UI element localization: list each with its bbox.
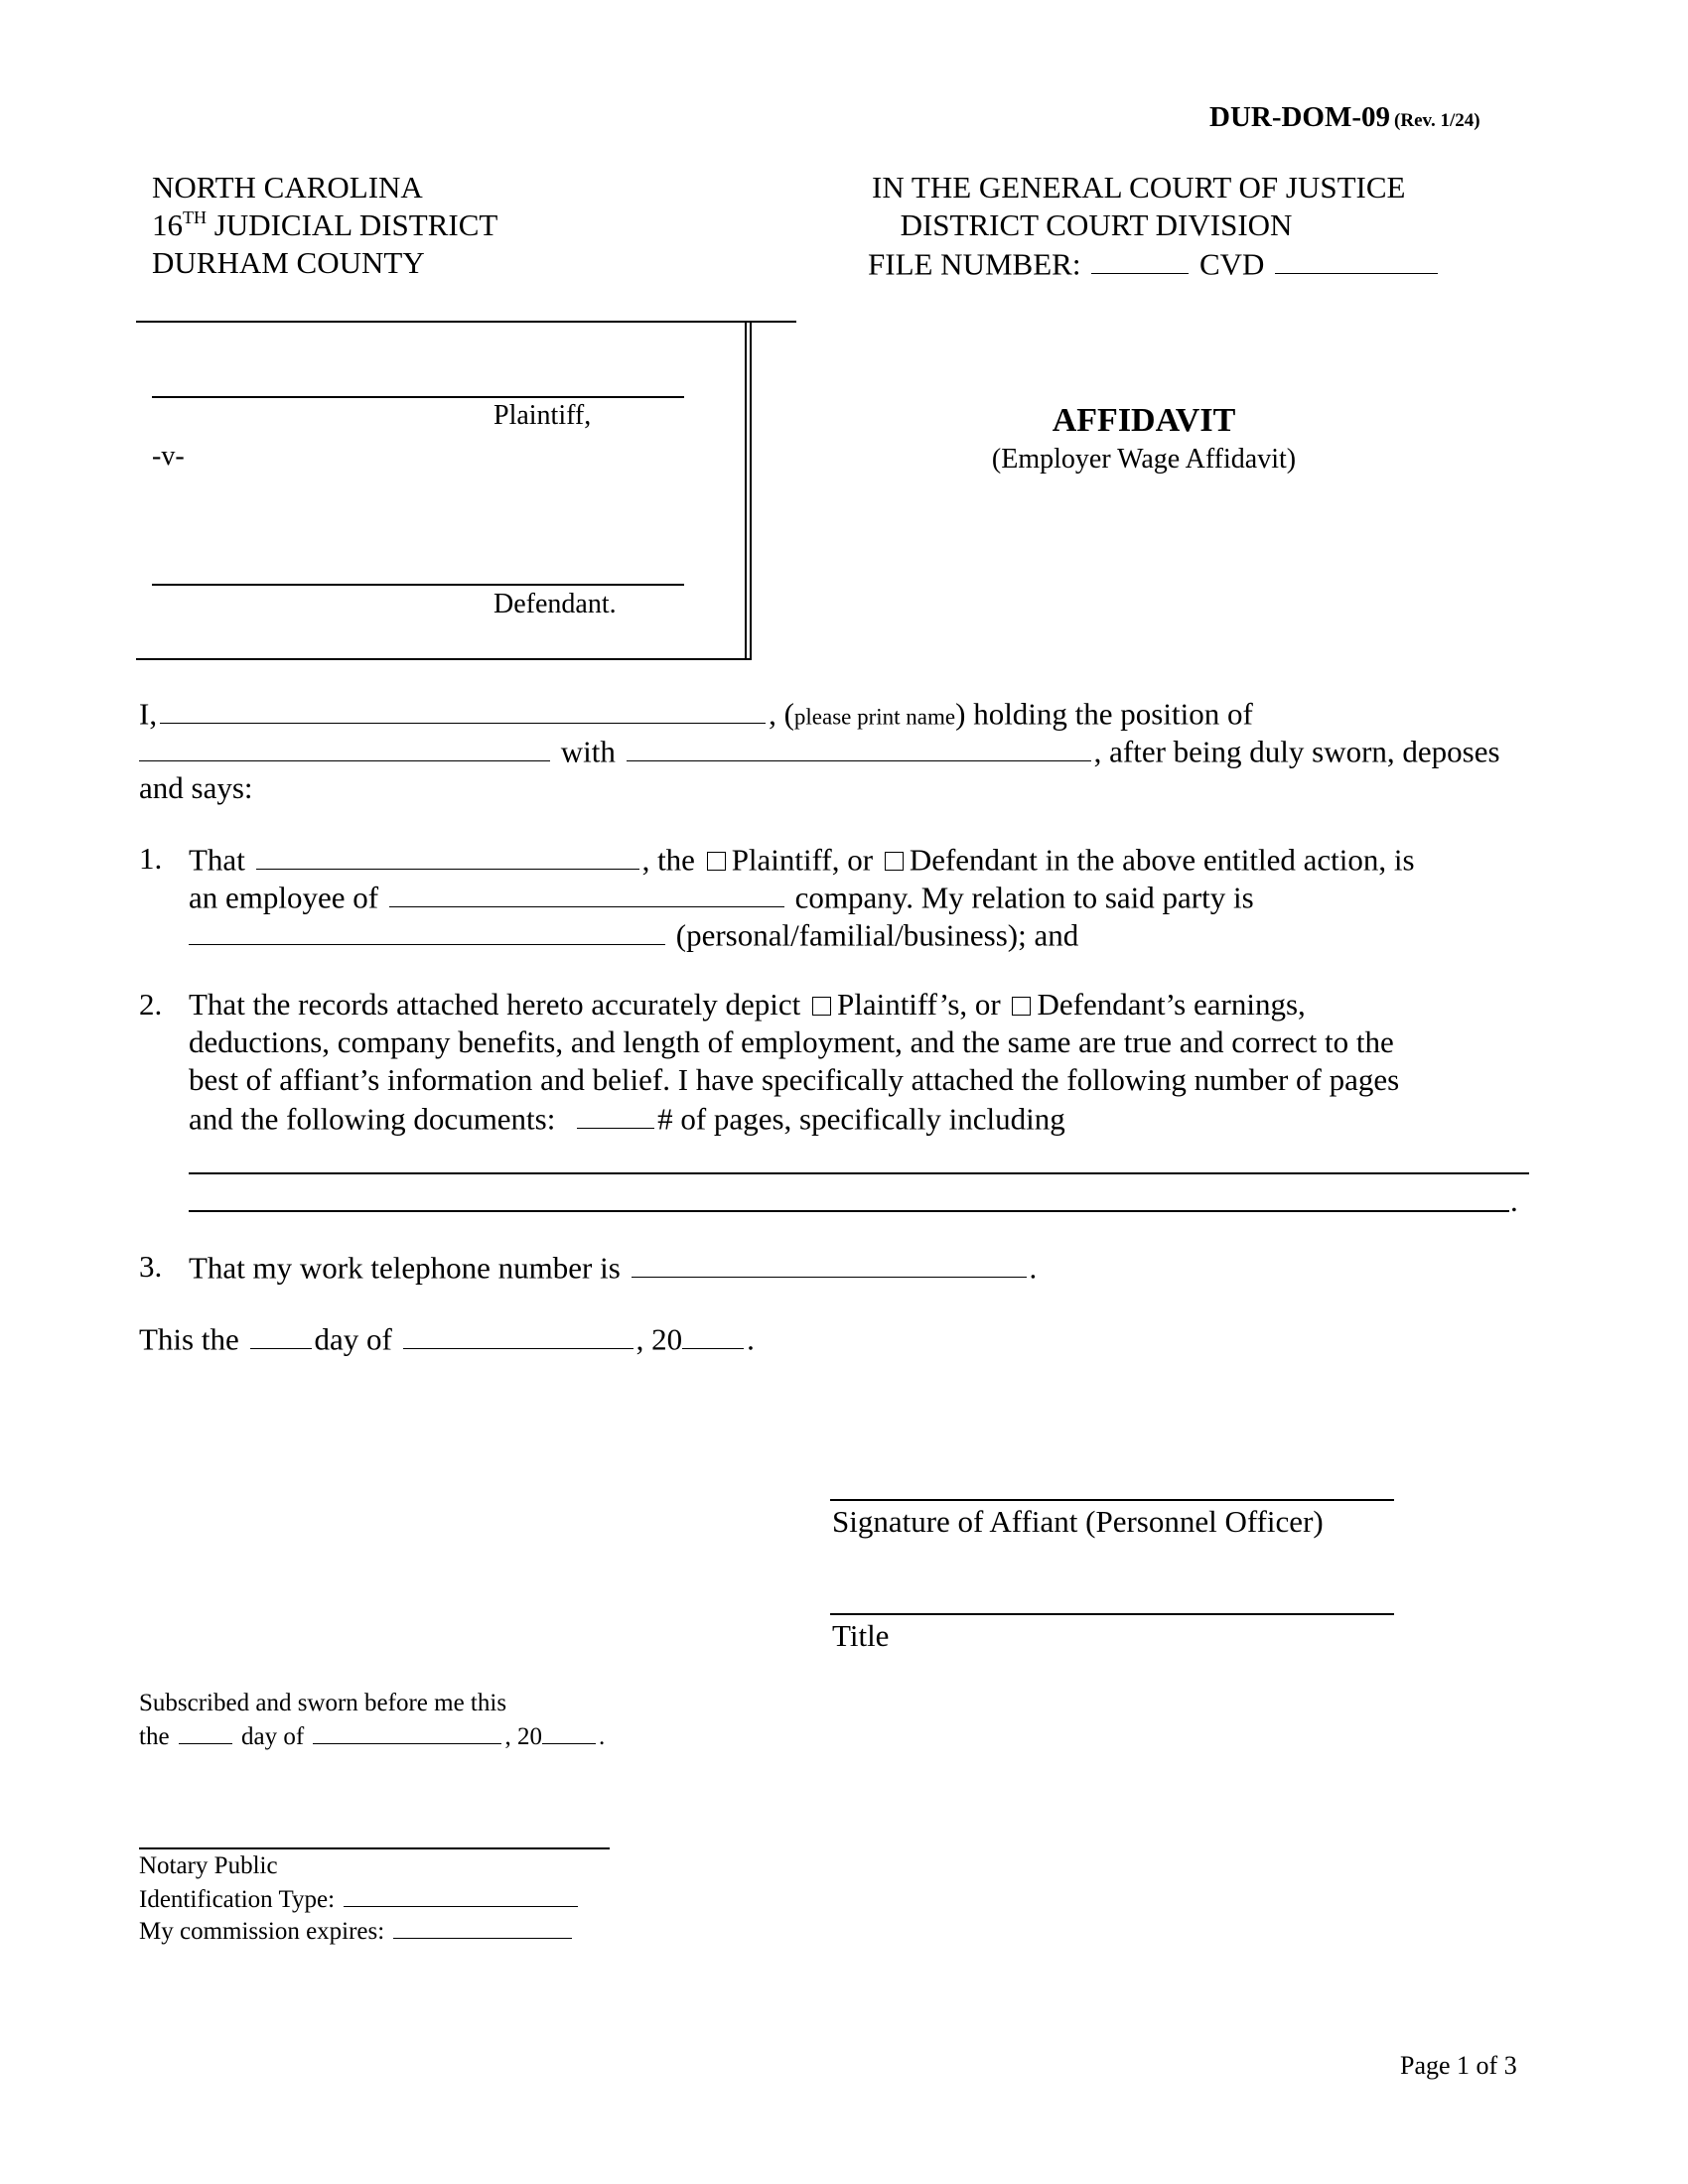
documents-line-1[interactable]	[189, 1172, 1529, 1174]
caption-box-divider-left	[745, 323, 747, 660]
month-blank[interactable]	[403, 1319, 633, 1349]
document-subtitle: (Employer Wage Affidavit)	[991, 444, 1297, 475]
plaintiff-label: Plaintiff,	[493, 400, 592, 431]
caption-box-top	[136, 321, 796, 323]
notary-public-label: Notary Public	[139, 1852, 278, 1879]
employee-name-blank[interactable]	[256, 840, 639, 870]
form-code: DUR-DOM-09	[1209, 101, 1391, 133]
item2-line1c: Defendant’s earnings,	[1037, 987, 1306, 1022]
notary-the: the	[139, 1722, 170, 1750]
notary-year: , 20	[504, 1722, 542, 1750]
item2-line-4	[189, 1099, 1065, 1138]
notary-period: .	[598, 1722, 606, 1750]
intro-comma: , (	[769, 696, 794, 732]
notary-commission-label: My commission expires:	[139, 1917, 385, 1945]
item1-line-3	[189, 915, 1078, 954]
file-number-cvd: CVD	[1198, 246, 1265, 282]
intro-line-1	[139, 694, 1253, 736]
notary-subscribed: Subscribed and sworn before me this	[139, 1690, 507, 1716]
defendant-earnings-checkbox[interactable]	[1012, 997, 1031, 1016]
item2-line-2: deductions, company benefits, and length of employment, and the same are true and correct to the	[189, 1024, 1394, 1059]
item1-company: company. My relation to said party is	[794, 880, 1254, 915]
item1-relation: (personal/familial/business); and	[675, 917, 1079, 953]
form-code-header	[1209, 101, 1480, 134]
intro-line-2	[139, 732, 1500, 770]
versus-label: -v-	[152, 441, 185, 472]
item3-period: .	[1029, 1250, 1038, 1286]
page-number: Page 1 of 3	[1400, 2051, 1517, 2080]
item2-line4a: and the following documents:	[189, 1101, 556, 1137]
form-revision: (Rev. 1/24)	[1394, 110, 1480, 131]
caption-division: DISTRICT COURT DIVISION	[900, 207, 1293, 242]
item2-line4b: # of pages, specifically including	[657, 1101, 1065, 1137]
company-blank[interactable]	[389, 878, 784, 907]
intro-holding: ) holding the position of	[955, 696, 1253, 732]
item1-defendant: Defendant in the above entitled action, is	[909, 842, 1415, 878]
notary-year-blank[interactable]	[542, 1719, 596, 1744]
date-day-of: day of	[314, 1321, 392, 1357]
file-number-blank-1[interactable]	[1091, 244, 1189, 274]
affiant-signature-line[interactable]	[830, 1499, 1394, 1501]
date-line	[139, 1319, 755, 1358]
item2-line1a: That the records attached hereto accurately depict	[189, 987, 801, 1022]
documents-period: .	[1510, 1183, 1518, 1218]
defendant-checkbox[interactable]	[885, 852, 904, 871]
caption-box-bottom	[136, 658, 752, 660]
district-ordinal: TH	[183, 207, 207, 227]
plaintiff-name-line[interactable]	[152, 396, 684, 398]
item1-the: , the	[641, 842, 695, 878]
date-year: , 20	[635, 1321, 683, 1357]
caption-box-divider-right	[750, 323, 752, 660]
defendant-name-line[interactable]	[152, 584, 684, 586]
item2-line-1	[189, 986, 1306, 1024]
affiant-signature-label: Signature of Affiant (Personnel Officer)	[832, 1504, 1324, 1539]
file-number-blank-2[interactable]	[1275, 244, 1438, 274]
affiant-name-blank[interactable]	[160, 694, 766, 724]
document-title: AFFIDAVIT	[1052, 402, 1236, 439]
item2-line-3: best of affiant’s information and belief. I have specifically attached the following number of pages	[189, 1062, 1400, 1097]
notary-day-of: day of	[241, 1722, 305, 1750]
intro-with: with	[560, 734, 616, 769]
item2-number: 2.	[139, 987, 163, 1022]
title-signature-label: Title	[832, 1618, 890, 1653]
relation-blank[interactable]	[189, 915, 665, 945]
date-period: .	[747, 1321, 755, 1357]
item1-employee: an employee of	[189, 880, 379, 915]
item1-line-2	[189, 878, 1254, 916]
position-blank[interactable]	[139, 732, 550, 761]
notary-month-blank[interactable]	[313, 1719, 501, 1744]
caption-court: IN THE GENERAL COURT OF JUSTICE	[872, 170, 1406, 205]
notary-signature-line[interactable]	[139, 1847, 610, 1849]
notary-commission	[139, 1914, 575, 1948]
employer-blank[interactable]	[627, 732, 1091, 761]
year-blank[interactable]	[682, 1319, 744, 1349]
item3-text: That my work telephone number is	[189, 1250, 621, 1286]
notary-id-type	[139, 1882, 581, 1916]
caption-state: NORTH CAROLINA	[152, 170, 423, 205]
print-name-note: please print name	[793, 704, 956, 730]
documents-line-2[interactable]	[189, 1210, 1509, 1212]
item1-plaintiff: Plaintiff, or	[731, 842, 874, 878]
intro-i: I,	[139, 696, 158, 732]
notary-date-line	[139, 1719, 605, 1753]
item3-number: 3.	[139, 1249, 163, 1284]
file-number-label: FILE NUMBER:	[868, 246, 1081, 282]
caption-file-number	[868, 244, 1441, 283]
item1-that: That	[189, 842, 245, 878]
intro-after: , after being duly sworn, deposes	[1093, 734, 1500, 769]
item1-line-1	[189, 840, 1415, 879]
day-blank[interactable]	[250, 1319, 312, 1349]
intro-line-3: and says:	[139, 770, 253, 805]
district-number: 16	[152, 207, 183, 242]
page-count-blank[interactable]	[577, 1099, 654, 1129]
caption-county: DURHAM COUNTY	[152, 245, 425, 280]
notary-commission-blank[interactable]	[393, 1914, 572, 1939]
plaintiff-earnings-checkbox[interactable]	[812, 997, 831, 1016]
telephone-blank[interactable]	[632, 1248, 1027, 1278]
item3-line	[189, 1248, 1037, 1287]
notary-id-label: Identification Type:	[139, 1885, 336, 1913]
item2-line1b: Plaintiff’s, or	[836, 987, 1001, 1022]
notary-id-blank[interactable]	[344, 1882, 578, 1907]
caption-district	[152, 206, 497, 244]
notary-day-blank[interactable]	[179, 1719, 232, 1744]
title-signature-line[interactable]	[830, 1613, 1394, 1615]
item1-number: 1.	[139, 841, 163, 876]
plaintiff-checkbox[interactable]	[707, 852, 726, 871]
defendant-label: Defendant.	[493, 589, 617, 619]
date-this-the: This the	[139, 1321, 239, 1357]
district-text: JUDICIAL DISTRICT	[207, 207, 498, 242]
